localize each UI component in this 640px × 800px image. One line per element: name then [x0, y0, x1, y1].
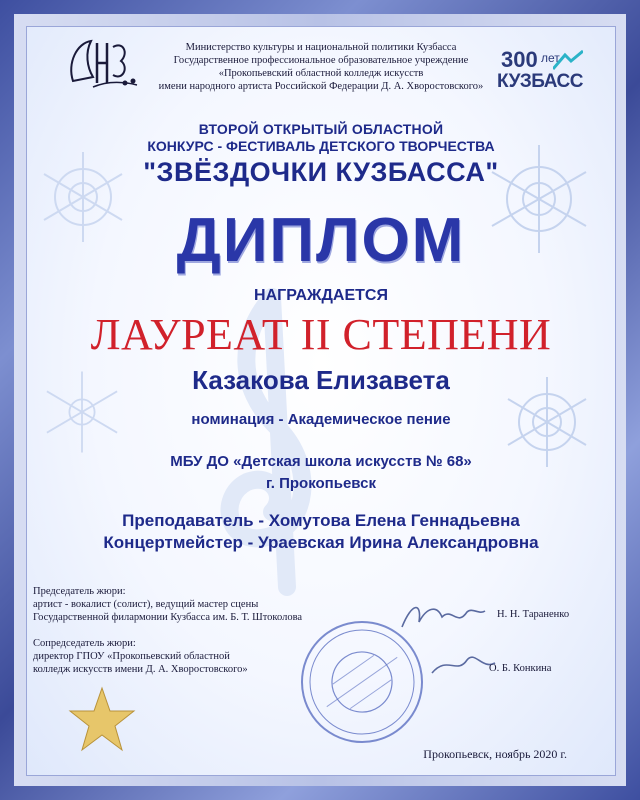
- jury-cochair-desc-1: директор ГПОУ «Прокопьевский областной: [33, 651, 230, 662]
- jury-chair-title: Председатель жюри:: [33, 586, 126, 597]
- recipient-name: Казакова Елизавета: [192, 365, 450, 395]
- gold-star-icon: [67, 685, 137, 755]
- teacher-line: Преподаватель - Хомутова Елена Геннадьевна: [122, 511, 520, 530]
- org-line-4: имени народного артиста Российской Федерации Д. А. Хворостовского»: [158, 81, 484, 92]
- school-city: г. Прокопьевск: [266, 475, 376, 492]
- jury-cochair-title: Сопредседатель жюри:: [33, 638, 136, 649]
- official-stamp: [297, 617, 427, 747]
- jury-cochair-name: О. Б. Конкина: [489, 663, 552, 674]
- place-date: Прокопьевск, ноябрь 2020 г.: [423, 747, 567, 761]
- event-line-1: ВТОРОЙ ОТКРЫТЫЙ ОБЛАСТНОЙ: [198, 121, 444, 137]
- awarded-label: НАГРАЖДАЕТСЯ: [254, 287, 388, 304]
- jury-chair-block: [33, 585, 302, 624]
- organization-header: [27, 41, 615, 93]
- diploma-sheet: [26, 26, 616, 776]
- jury-cochair-desc-2: колледж искусств имени Д. А. Хворостовского»: [33, 664, 248, 675]
- event-title: "ЗВЁЗДОЧКИ КУЗБАССА": [143, 157, 499, 187]
- school-name: МБУ ДО «Детская школа искусств № 68»: [170, 453, 472, 470]
- org-line-3: «Прокопьевский областной колледж искусств: [218, 68, 424, 79]
- org-line-1: Министерство культуры и национальной политики Кузбасса: [185, 42, 457, 53]
- jury-chair-name: Н. Н. Тараненко: [497, 609, 570, 620]
- accompanist-line: Концертмейстер - Ураевская Ирина Александровна: [103, 533, 539, 552]
- logo-number: 300: [501, 47, 538, 72]
- event-line-2: КОНКУРС - ФЕСТИВАЛЬ ДЕТСКОГО ТВОРЧЕСТВА: [147, 138, 495, 154]
- diploma-title: ДИПЛОМ: [176, 206, 466, 275]
- award-degree: ЛАУРЕАТ II СТЕПЕНИ: [90, 310, 552, 359]
- jury-chair-desc-1: артист - вокалист (солист), ведущий мастер сцены: [33, 599, 259, 610]
- logo-region: КУЗБАСС: [497, 71, 583, 92]
- jury-cochair-block: [33, 637, 248, 676]
- logo-suffix: лет: [541, 51, 560, 65]
- org-line-2: Государственное профессиональное образовательное учреждение: [173, 55, 469, 66]
- jury-chair-desc-2: Государственной филармонии Кузбасса им. Б. Т. Штоколова: [33, 612, 303, 623]
- nomination: номинация - Академическое пение: [191, 411, 451, 428]
- cochair-signature: [427, 645, 497, 685]
